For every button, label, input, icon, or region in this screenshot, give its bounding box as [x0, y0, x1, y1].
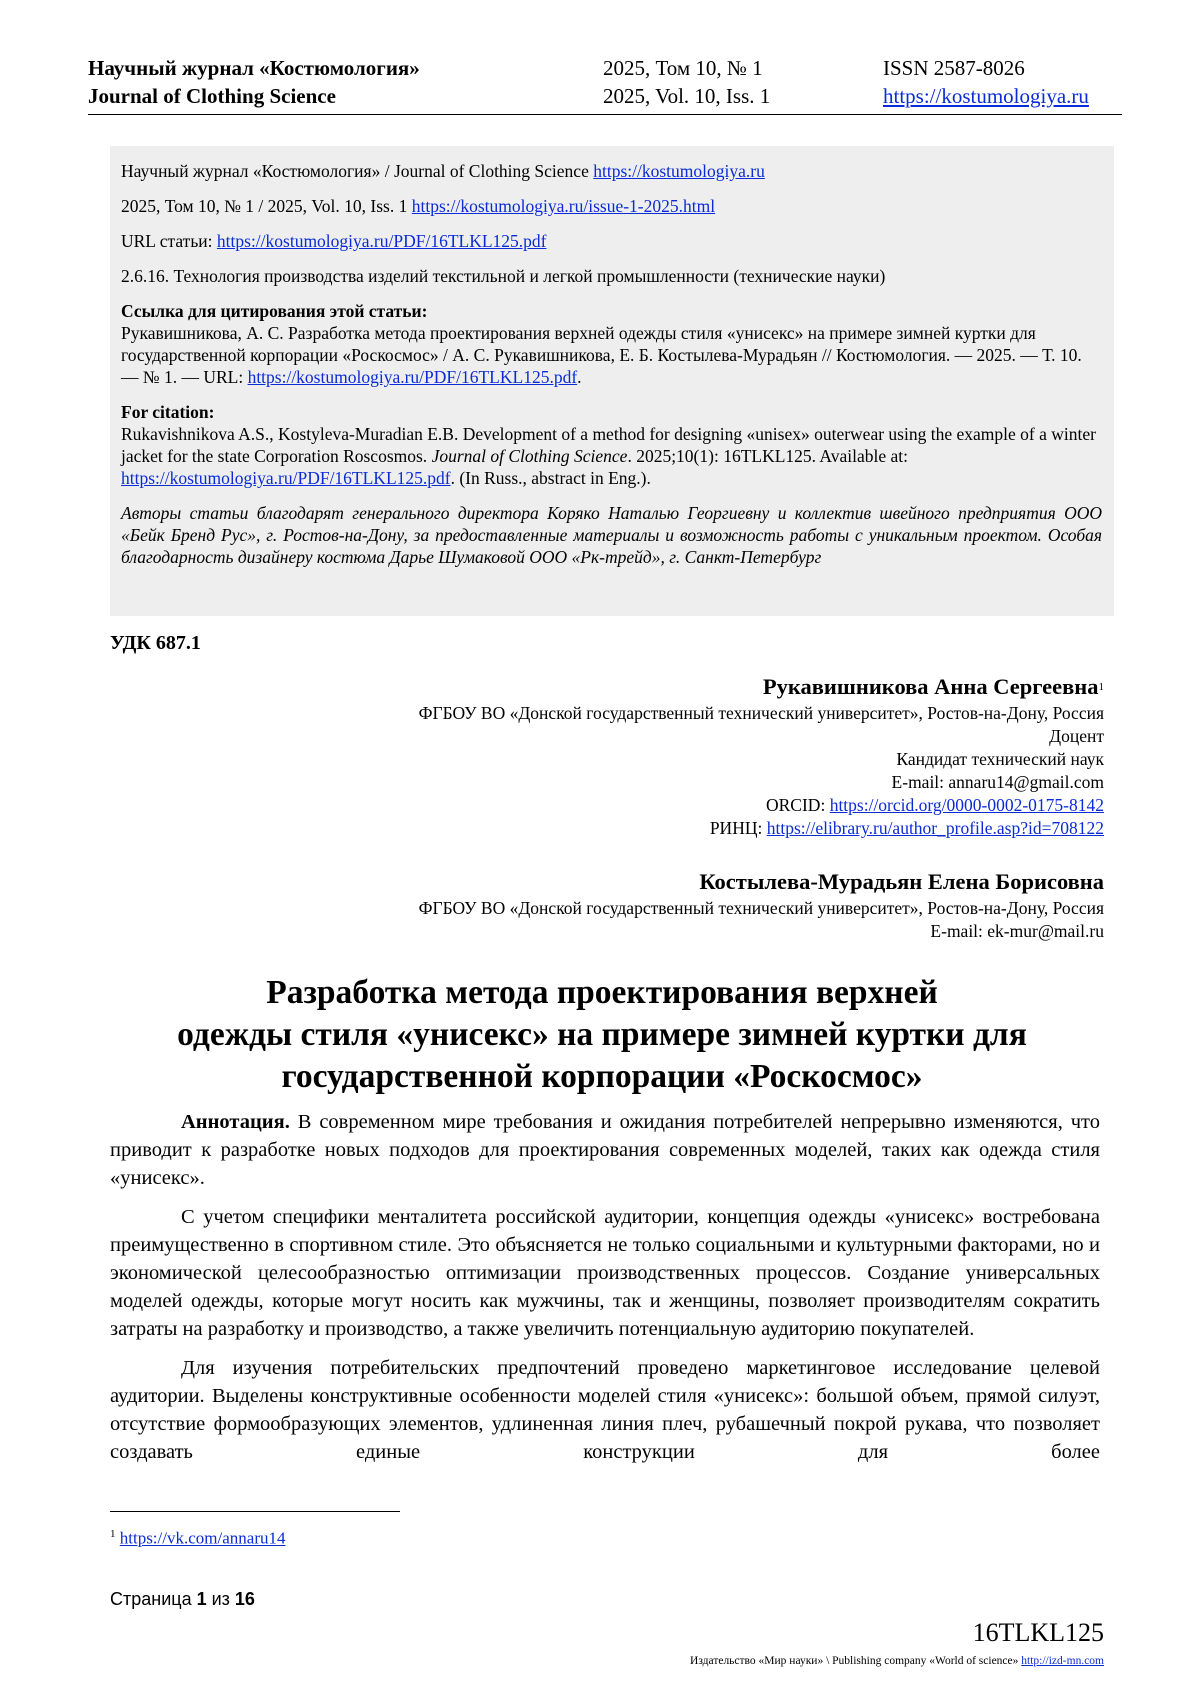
author-1-degree: Кандидат технический наук: [896, 749, 1104, 769]
footnote-ref[interactable]: 1: [1098, 681, 1104, 693]
article-code: 16TLKL125: [972, 1618, 1104, 1647]
header-issn: ISSN 2587-8026: [883, 56, 1025, 80]
author-2-block: [419, 867, 1104, 943]
citation-en-heading: For citation:: [121, 402, 215, 422]
author-1-orcid: ORCID: https://orcid.org/0000-0002-0175-8142: [766, 795, 1104, 815]
title-line: Разработка метода проектирования верхней: [266, 974, 938, 1011]
page-total: 16: [234, 1589, 255, 1609]
author-1-position: Доцент: [1049, 726, 1104, 746]
citation-ru-heading: Ссылка для цитирования этой статьи:: [121, 301, 428, 321]
header-site-link[interactable]: https://kostumologiya.ru: [883, 84, 1089, 108]
abstract: [110, 1108, 1100, 1477]
info-article-url-link[interactable]: https://kostumologiya.ru/PDF/16TLKL125.pdf: [216, 231, 547, 251]
info-issue-link[interactable]: https://kostumologiya.ru/issue-1-2025.html: [411, 196, 716, 216]
author-2-name: Костылева-Мурадьян Елена Борисовна: [699, 869, 1104, 894]
citation-en: For citation: Rukavishnikova A.S., Kostyleva-Muradian E.B. Development of a method for designing «unisex» outerwear using the example of a winter jacket for the state Corporation Roscosmos. Journal of Clothing Science. 2025;10(1): 16TLKL125. Available at: https://kostumologiya.ru/PDF/16TLKL125.pdf. (In Russ., abstract in Eng.).: [121, 402, 1096, 488]
header-issn-site: [883, 54, 1089, 110]
abstract-paragraph-3: Для изучения потребительских предпочтений проведено маркетинговое исследование целевой аудитории. Выделены конструктивные особенности моделей стиля «унисекс»: большой объем, прямой силуэт, отсутствие формообразующих элементов, удлиненная линия плеч, рубашечный покрой рукава, что позволяет создавать единые конструкции для более: [110, 1357, 1100, 1463]
udk-code: УДК 687.1: [110, 632, 201, 654]
author-1-email: E-mail: annaru14@gmail.com: [891, 772, 1104, 792]
citation-ru: Ссылка для цитирования этой статьи: Рукавишникова, А. С. Разработка метода проектирования верхней одежды стиля «унисекс» на примере зимней куртки для государственной корпорации «Роскосмос» / А. С. Рукавишникова, Е. Б. Костылева-Мурадьян // Костюмология. — 2025. — Т. 10. — № 1. — URL: https://kostumologiya.ru/PDF/16TLKL125.pdf.: [121, 301, 1082, 387]
citation-ru-link[interactable]: https://kostumologiya.ru/PDF/16TLKL125.pdf: [247, 367, 578, 387]
author-1-block: [419, 672, 1104, 840]
title-line: государственной корпорации «Роскосмос»: [281, 1058, 923, 1095]
footnote-separator: [110, 1511, 400, 1512]
author-1-affiliation: ФГБОУ ВО «Донской государственный технический университет», Ростов-на-Дону, Россия: [418, 703, 1104, 723]
abstract-paragraph-2: С учетом специфики менталитета российской аудитории, концепция одежды «унисекс» востребована преимущественно в спортивном стиле. Это объясняется не только социальными и культурными факторами, но и экономической целесообразностью оптимизации производственных процессов. Создание универсальных моделей одежды, которые могут носить как мужчины, так и женщины, позволяет производителям сократить затраты на разработку и производство, а также увеличить потенциальную аудиторию покупателей.: [110, 1206, 1100, 1340]
footnote: [110, 1528, 285, 1549]
acknowledgement: Авторы статьи благодарят генерального директора Коряко Наталью Георгиевну и коллектив швейного предприятия ООО «Бейк Бренд Рус», г. Ростов-на-Дону, за предоставленные материалы и возможность работы с уникальным проектом. Особая благодарность дизайнеру костюма Дарье Шумаковой ООО «Рк-трейд», г. Санкт-Петербург: [121, 503, 1102, 567]
info-url-line: URL статьи: https://kostumologiya.ru/PDF/16TLKL125.pdf: [121, 231, 547, 251]
author-1-orcid-link[interactable]: https://orcid.org/0000-0002-0175-8142: [829, 795, 1104, 815]
citation-en-link[interactable]: https://kostumologiya.ru/PDF/16TLKL125.pdf: [121, 468, 451, 488]
author-2-email: E-mail: ek-mur@mail.ru: [930, 921, 1104, 941]
info-journal-link[interactable]: https://kostumologiya.ru: [593, 161, 765, 181]
info-issue-line: 2025, Том 10, № 1 / 2025, Vol. 10, Iss. 1 https://kostumologiya.ru/issue-1-2025.html: [121, 196, 716, 216]
footnote-link[interactable]: https://vk.com/annaru14: [119, 1528, 286, 1548]
abstract-label: Аннотация.: [181, 1111, 290, 1133]
title-line: одежды стиля «унисекс» на примере зимней куртки для: [177, 1016, 1027, 1053]
info-specialty: 2.6.16. Технология производства изделий текстильной и легкой промышленности (технические науки): [121, 266, 886, 286]
running-header: [88, 54, 1122, 115]
author-2-affiliation: ФГБОУ ВО «Донской государственный технический университет», Ростов-на-Дону, Россия: [418, 898, 1104, 918]
publisher-link[interactable]: http://izd-mn.com: [1021, 1655, 1104, 1667]
article-title: [100, 972, 1104, 1098]
author-1-name: Рукавишникова Анна Сергеевна$^1$: [762, 674, 1104, 699]
header-journal-ru: Научный журнал «Костюмология»: [88, 56, 420, 80]
header-issue-en: 2025, Vol. 10, Iss. 1: [603, 84, 771, 108]
author-1-rinc: РИНЦ: https://elibrary.ru/author_profile.asp?id=708122: [709, 818, 1104, 838]
page-current: 1: [196, 1589, 207, 1609]
author-1-rinc-link[interactable]: https://elibrary.ru/author_profile.asp?id=708122: [766, 818, 1104, 838]
header-journal: [88, 54, 420, 110]
abstract-paragraph-1: Аннотация. В современном мире требования и ожидания потребителей непрерывно изменяются, что приводит к разработке новых подходов для проектирования современных моделей, таких как одежда стиля «унисекс».: [110, 1111, 1100, 1189]
header-issue-ru: 2025, Том 10, № 1: [603, 56, 763, 80]
citation-en-journal: Journal of Clothing Science: [431, 446, 628, 466]
header-issue: [603, 54, 770, 110]
header-journal-en: Journal of Clothing Science: [88, 84, 336, 108]
publisher-line: Издательство «Мир науки» \ Publishing company «World of science» http://izd-mn.com: [690, 1655, 1104, 1667]
info-journal-line: Научный журнал «Костюмология» / Journal of Clothing Science https://kostumologiya.ru: [121, 161, 765, 181]
citation-info-box: [110, 146, 1114, 616]
page-number: Страница 1 из 16: [110, 1589, 255, 1609]
footnote-mark: 1: [110, 1528, 116, 1540]
